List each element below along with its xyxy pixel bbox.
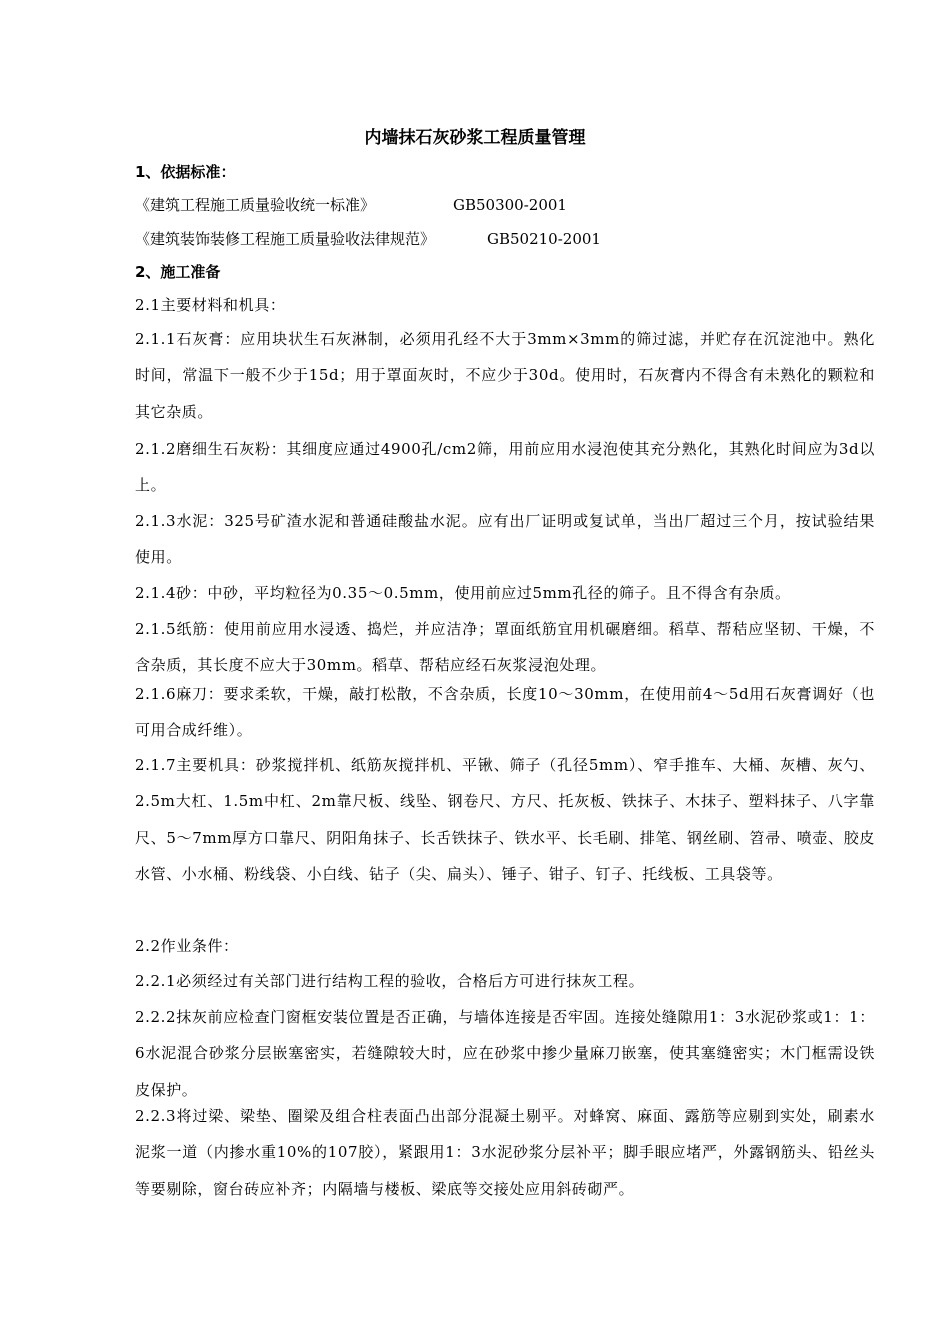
standard-name: 《建筑装饰装修工程施工质量验收法律规范》 (135, 230, 436, 248)
standard-code: GB50210-2001 (487, 230, 601, 248)
standard-item (135, 193, 875, 217)
paragraph: 2.1主要材料和机具： (135, 296, 286, 314)
paragraph: 2.2.1必须经过有关部门进行结构工程的验收，合格后方可进行抹灰工程。 (135, 972, 645, 990)
paragraph: 2.1.1石灰膏：应用块状生石灰淋制，必须用孔经不大于3mm×3mm的筛过滤，并贮存在沉淀池中。熟化时间，常温下一般不少于15d；用于罩面灰时，不应少于30d。使用时，石灰膏内不得含有未熟化的颗粒和其它杂质。 (135, 330, 875, 421)
section-heading-standards: 1、依据标准： (135, 163, 236, 181)
paragraph: 2.1.4砂：中砂，平均粒径为0.35～0.5mm，使用前应过5mm孔径的筛子。且不得含有杂质。 (135, 584, 791, 602)
paragraph: 2.2作业条件： (135, 937, 239, 955)
standard-name: 《建筑工程施工质量验收统一标准》 (135, 196, 376, 214)
paragraph: 2.1.5纸筋：使用前应用水浸透、捣烂，并应洁净；罩面纸筋宜用机碾磨细。稻草、帮秸应坚韧、干燥，不含杂质，其长度不应大于30mm。稻草、帮秸应经石灰浆浸泡处理。 (135, 620, 875, 675)
standard-item (135, 227, 875, 251)
paragraph: 2.1.6麻刀：要求柔软，干燥，敲打松散，不含杂质，长度10～30mm，在使用前4～5d用石灰膏调好（也可用合成纤维）。 (135, 685, 875, 740)
paragraph: 2.2.2抹灰前应检查门窗框安装位置是否正确，与墙体连接是否牢固。连接处缝隙用1：3水泥砂浆或1：1：6水泥混合砂浆分层嵌塞密实，若缝隙较大时，应在砂浆中掺少量麻刀嵌塞，使其塞缝密实；木门框需设铁皮保护。 (135, 1008, 875, 1099)
paragraph: 2.1.7主要机具：砂浆搅拌机、纸筋灰搅拌机、平锹、筛子（孔径5mm）、窄手推车、大桶、灰槽、灰勺、2.5m大杠、1.5m中杠、2m靠尺板、线坠、钢卷尺、方尺、托灰板、铁抹子、木抹子、塑料抹子、八字靠尺、5～7mm厚方口靠尺、阴阳角抹子、长舌铁抹子、铁水平、长毛刷、排笔、钢丝刷、笤帚、喷壶、胶皮水管、小水桶、粉线袋、小白线、钻子（尖、扁头）、锤子、钳子、钉子、托线板、工具袋等。 (135, 756, 875, 884)
section-heading-preparation: 2、施工准备 (135, 263, 221, 281)
paragraph: 2.1.2磨细生石灰粉：其细度应通过4900孔/cm2筛，用前应用水浸泡使其充分熟化，其熟化时间应为3d以上。 (135, 440, 875, 495)
document-title: 内墙抹石灰砂浆工程质量管理 (364, 128, 586, 148)
paragraph: 2.1.3水泥：325号矿渣水泥和普通硅酸盐水泥。应有出厂证明或复试单，当出厂超过三个月，按试验结果使用。 (135, 512, 875, 567)
paragraph: 2.2.3将过梁、梁垫、圈梁及组合柱表面凸出部分混凝土剔平。对蜂窝、麻面、露筋等应剔到实处，刷素水泥浆一道（内掺水重10%的107胶），紧跟用1：3水泥砂浆分层补平；脚手眼应堵严，外露钢筋头、铅丝头等要剔除，窗台砖应补齐；内隔墙与楼板、梁底等交接处应用斜砖砌严。 (135, 1107, 875, 1198)
standard-code: GB50300-2001 (453, 196, 567, 214)
